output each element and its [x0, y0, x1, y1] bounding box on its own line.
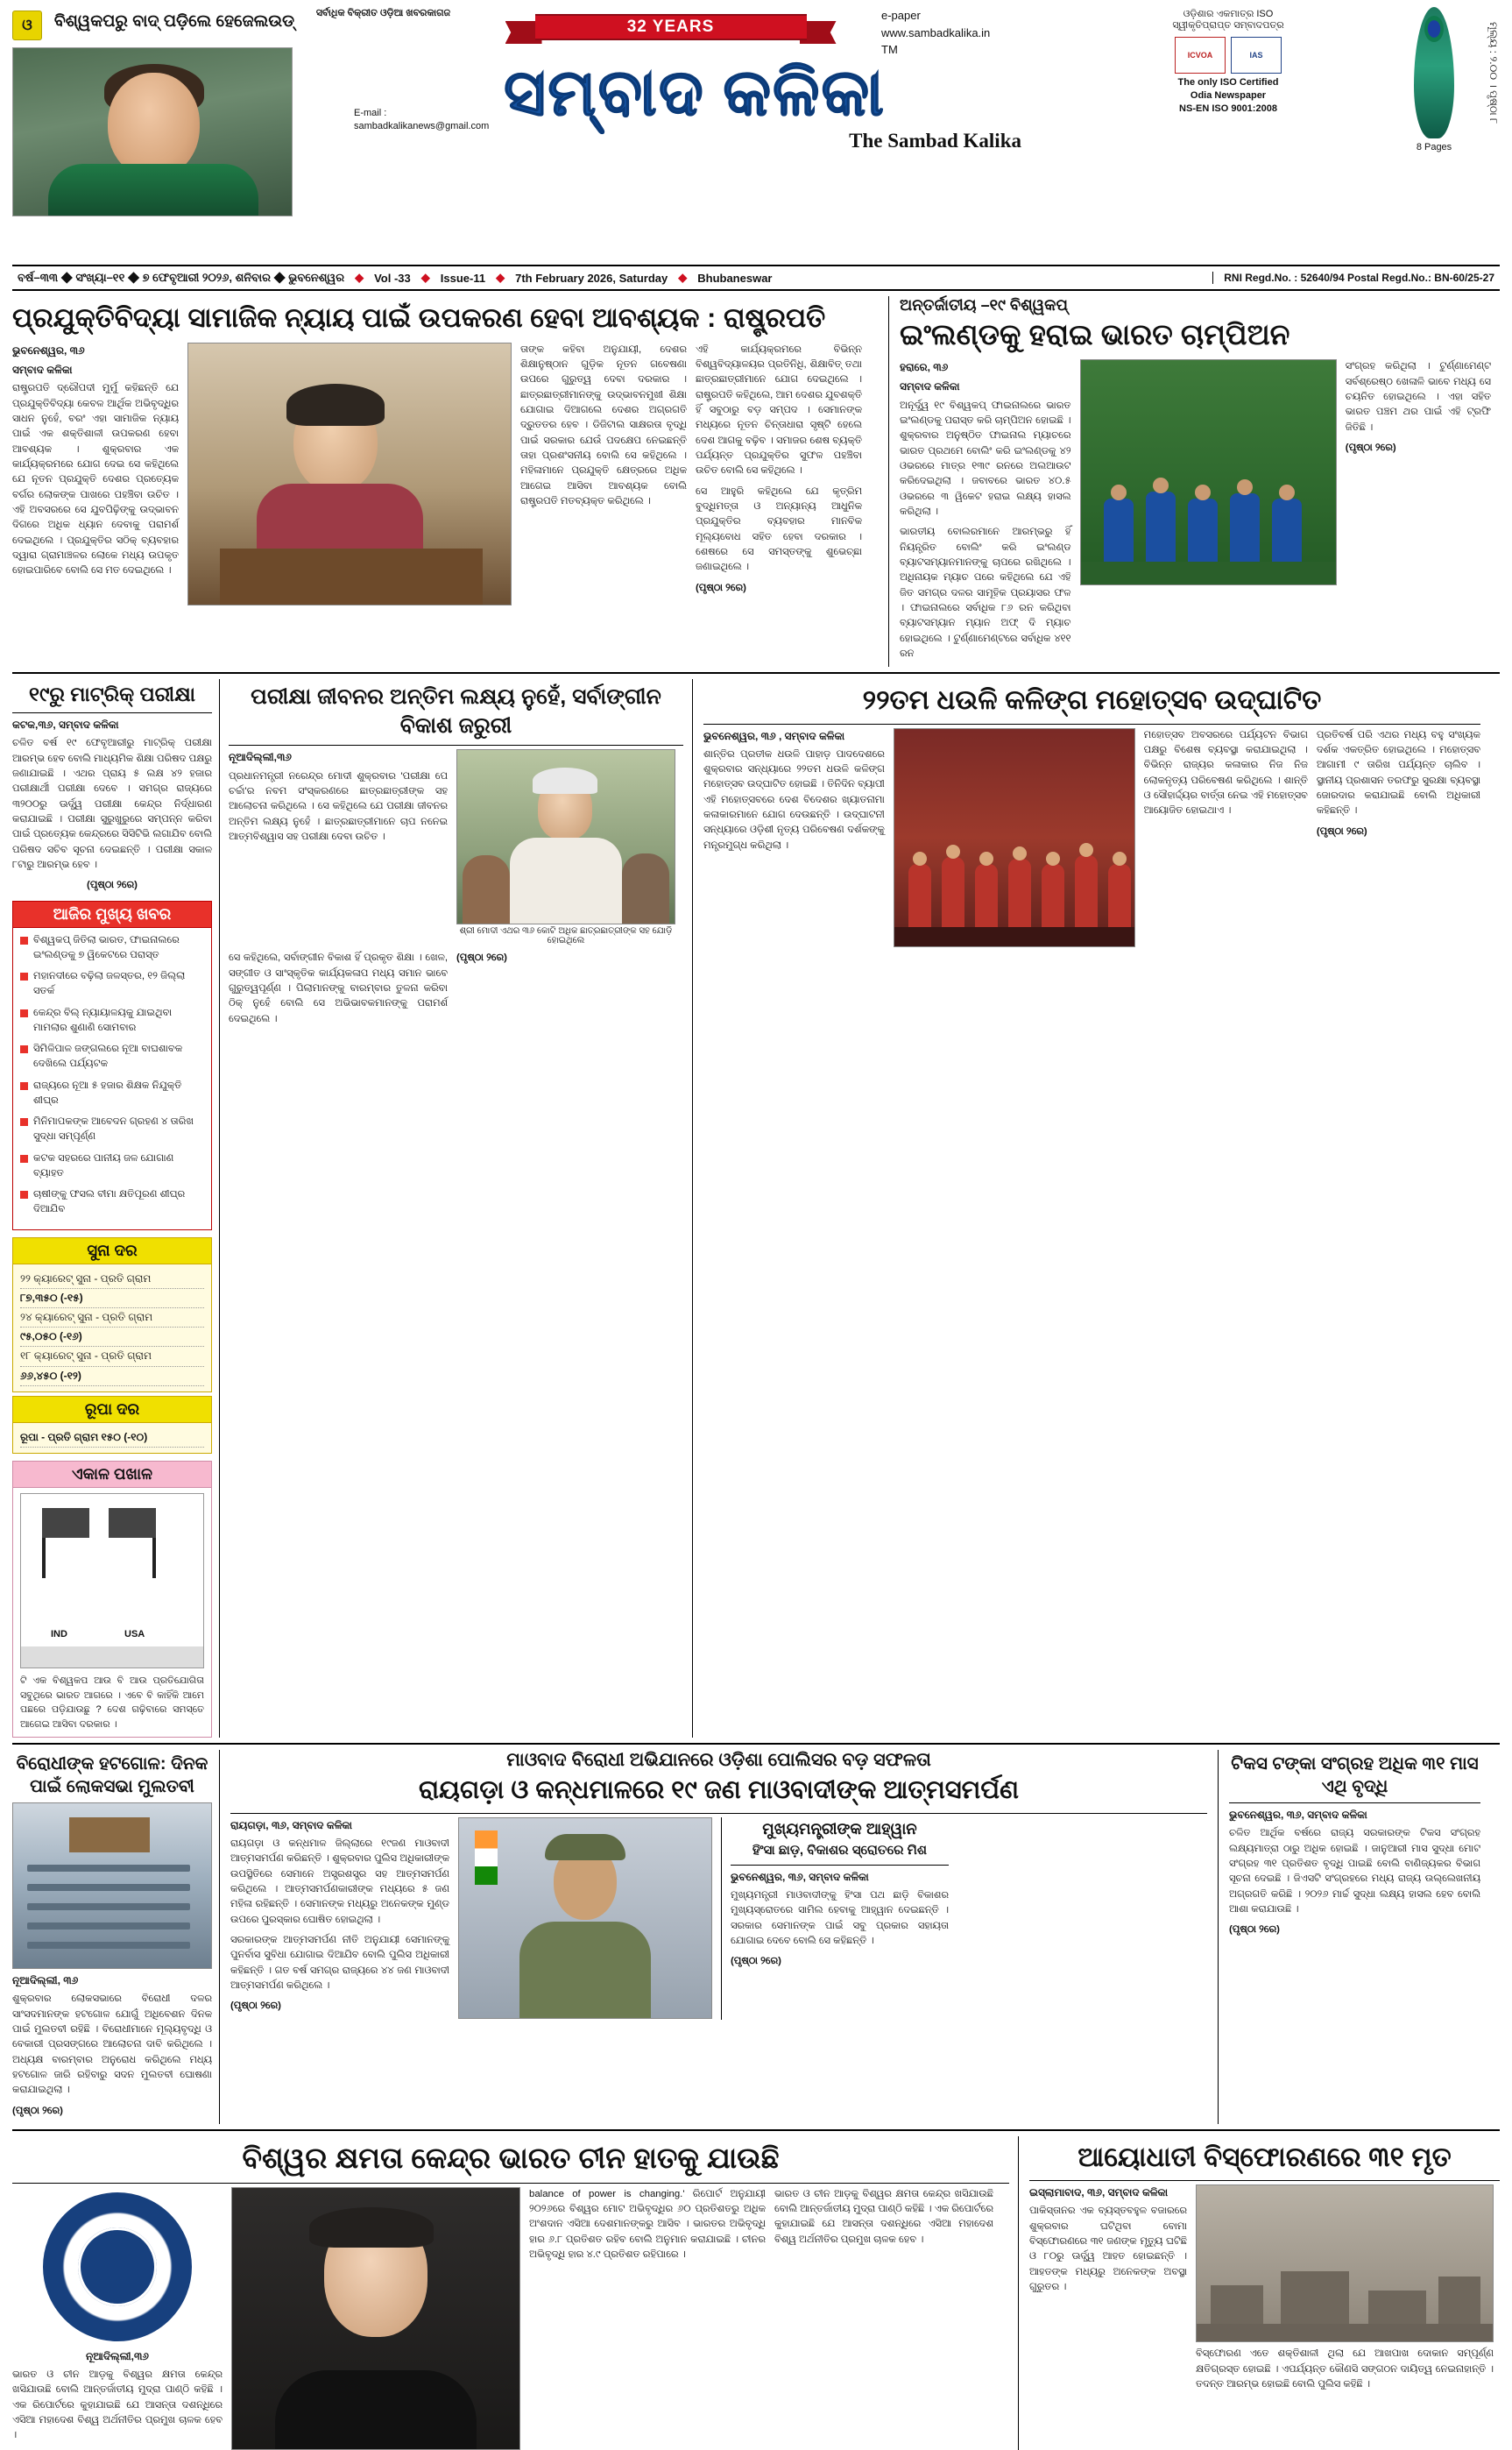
maoist-col-2: ସରକାରଙ୍କ ଆତ୍ମସମର୍ପଣ ନୀତି ଅନୁଯାୟୀ ସେମାନଙ୍କୁ ପୁନର୍ବାସ ସୁବିଧା ଯୋଗାଇ ଦିଆଯିବ ବୋଲି ପୁଲିସ ଅଧିକାରୀ କହିଛନ୍ତି । ଗତ ବର୍ଷ ସମଗ୍ର ରାଜ୍ୟରେ ୪୪ ଜଣ ମାଓବାଦୀ ଆତ୍ମସମର୍ପଣ କରିଥିଲେ । — [230, 1934, 449, 1991]
iso-badge-ias: IAS — [1231, 37, 1282, 74]
pariksha-body-2: ସେ କହିଥିଲେ, ସର୍ବାଙ୍ଗୀନ ବିକାଶ ହିଁ ପ୍ରକୃତ ଶିକ୍ଷା । ଖେଳ, ସଙ୍ଗୀତ ଓ ସାଂସ୍କୃତିକ କାର୍ଯ୍ୟକଳାପ ମଧ୍ୟ ସମାନ ଭାବେ ଗୁରୁତ୍ୱପୂର୍ଣ୍ଣ । ପିଲାମାନଙ୍କୁ ବାରମ୍ବାର ତୁଳନା କରିବା ଠିକ୍ ନୁହେଁ ବୋଲି ସେ ଅଭିଭାବକମାନଙ୍କୁ ପରାମର୍ଶ ଦେଇଥିଲେ । — [229, 952, 448, 1024]
iso-en-2: Odia Newspaper — [1190, 89, 1267, 101]
lead-byline2: ସମ୍ବାଦ କଳିକା — [12, 363, 73, 376]
toll-contd[interactable]: (ପୃଷ୍ଠା ୨ରେ) — [1229, 1924, 1280, 1936]
police-officer-photo — [458, 1817, 712, 2019]
masthead-iso-block — [1088, 7, 1368, 116]
gold-rate-row: ୨୪ କ୍ୟାରେଟ୍ ସୁନା - ପ୍ରତି ଗ୍ରାମ — [20, 1308, 204, 1328]
bullet-icon — [20, 1191, 28, 1199]
bullet-icon — [20, 1155, 28, 1163]
cricket-kicker: ଅନ୍ତର୍ଜାତୀୟ –୧୯ ବିଶ୍ୱକପ୍ — [900, 296, 1068, 314]
email-label: E-mail : — [354, 108, 387, 119]
lead-contd[interactable]: (ପୃଷ୍ଠା ୨ରେ) — [696, 582, 746, 593]
bullet-icon — [20, 973, 28, 981]
toll-body: ଚଳିତ ଆର୍ଥିକ ବର୍ଷରେ ରାଜ୍ୟ ସରକାରଙ୍କ ଟିକସ ସଂଗ୍ରହ ଲକ୍ଷ୍ୟମାତ୍ରା ଠାରୁ ଅଧିକ ହୋଇଛି । ଜାନୁଆରୀ ମାସ ସୁଦ୍ଧା ମୋଟ ସଂଗ୍ରହ ୩୧ ପ୍ରତିଶତ ବୃଦ୍ଧି ପାଇଛି ବୋଲି ବାଣିଜ୍ୟକର ବିଭାଗ ସୂଚନା ଦେଇଛି । ଜିଏସଟି ସଂଗ୍ରହରେ ମଧ୍ୟ ରାଜ୍ୟ ଉଲ୍ଲେଖନୀୟ ଅଗ୍ରଗତି କରିଛି । ୨୦୨୬ ମାର୍ଚ୍ଚ ସୁଦ୍ଧା ଲକ୍ଷ୍ୟ ହାସଲ ହେବ ବୋଲି ଆଶା କରାଯାଉଛି । — [1229, 1828, 1480, 1915]
lead-story — [12, 296, 888, 667]
gold-rate-row: ୧୮ କ୍ୟାରେଟ୍ ସୁନା - ପ୍ରତି ଗ୍ରାମ — [20, 1347, 204, 1366]
blast-col-2: ବିସ୍ଫୋରଣ ଏତେ ଶକ୍ତିଶାଳୀ ଥିଲା ଯେ ଆଖପାଖ ଦୋକାନ ସମ୍ପୂର୍ଣ୍ଣ କ୍ଷତିଗ୍ରସ୍ତ ହୋଇଛି । ଏପର୍ଯ୍ୟନ୍ତ କୌଣସି ସଙ୍ଗଠନ ଦାୟିତ୍ୱ ନେଇନାହାନ୍ତି । ତଦନ୍ତ ଆରମ୍ଭ ହୋଇଛି ବୋଲି ପୁଲିସ କହିଛି । — [1196, 2348, 1494, 2390]
issue-info-odia: ବର୍ଷ–୩୩ ◆ ସଂଖ୍ୟା–୧୧ ◆ ୭ ଫେବୃଆରୀ ୨୦୨୬, ଶନିବାର ◆ ଭୁବନେଶ୍ୱର — [18, 271, 345, 284]
cartoon-box — [12, 1461, 212, 1738]
parliament-headline: ବିରୋଧୀଙ୍କ ହଟଗୋଳ: ଦିନକ ପାଇଁ ଲୋକସଭା ମୁଲତବୀ — [16, 1754, 208, 1797]
row-four — [12, 2136, 1500, 2450]
cricket-story — [888, 296, 1491, 667]
tm-mark: TM — [881, 43, 898, 56]
list-item[interactable] — [20, 969, 204, 1000]
bullet-icon — [20, 1082, 28, 1090]
pariksha-story — [219, 679, 692, 1738]
cricket-byline: ହରାରେ, ୩୬ — [900, 361, 949, 374]
masthead-top-headline: ବିଶ୍ୱକପରୁ ବାଦ୍ ପଡ଼ିଲେ ହେଜେଲଉଡ୍ — [53, 12, 295, 31]
pariksha-contd[interactable]: (ପୃଷ୍ଠା ୨ରେ) — [456, 952, 507, 964]
list-item[interactable] — [20, 1006, 204, 1037]
imf-logo-icon — [43, 2192, 192, 2341]
cricket-contd[interactable]: (ପୃଷ୍ଠା ୨ରେ) — [1345, 442, 1396, 453]
corner-badge: ଓ — [12, 11, 42, 40]
blast-headline: ଆୟୋଧାତୀ ବିସ୍ଫୋରଣରେ ୩୧ ମୃତ — [1077, 2141, 1452, 2172]
list-item[interactable] — [20, 1115, 204, 1145]
pariksha-photo-caption: ଶ୍ରୀ ମୋଦୀ ଏଥର ୩୬ କୋଟି ଅଧିକ ଛାତ୍ରଛାତ୍ରୀଙ୍କ ସହ ଯୋଡ଼ି ହୋଇଥିଲେ — [459, 926, 673, 946]
list-item[interactable] — [20, 1151, 204, 1182]
lok-sabha-photo — [12, 1802, 212, 1969]
cm-appeal-sub: ହିଂସା ଛାଡ଼, ବିକାଶର ସ୍ରୋତରେ ମିଶ — [752, 1843, 928, 1859]
email-address[interactable]: sambadkalikanews@gmail.com — [354, 121, 490, 132]
cricket-col-2: ଭାରତୀୟ ବୋଲରମାନେ ଆରମ୍ଭରୁ ହିଁ ନିୟନ୍ତ୍ରିତ ବୋଲିଂ କରି ଇଂଲଣ୍ଡ ବ୍ୟାଟସମ୍ୟାନମାନଙ୍କୁ ଚାପରେ ରଖିଥିଲେ । ଅଧିନାୟକ ମ୍ୟାଚ ପରେ କହିଥିଲେ ଯେ ଏହି ଜିତ ସମଗ୍ର ଦଳର ସାମୂହିକ ପ୍ରୟାସର ଫଳ । ଫାଇନାଲରେ ସର୍ବାଧିକ ୮୬ ରନ କରିଥିବା ବ୍ୟାଟସମ୍ୟାନ ମ୍ୟାନ ଅଫ୍ ଦି ମ୍ୟାଚ ହୋଇଥିଲେ । ଟୁର୍ଣ୍ଣାମେଣ୍ଟରେ ସର୍ବାଧିକ ୪୧୧ ରନ — [900, 527, 1071, 659]
maoist-kicker: ମାଓବାଦ ବିରୋଧୀ ଅଭିଯାନରେ ଓଡ଼ିଶା ପୋଲିସର ବଡ଼ ସଫଳତା — [506, 1750, 931, 1771]
gold-rate-box — [12, 1237, 212, 1454]
blast-byline: ଇସ୍ଲାମାବାଦ, ୩୬, ସମ୍ବାଦ କଳିକା — [1029, 2186, 1169, 2199]
cm-contd[interactable]: (ପୃଷ୍ଠା ୨ରେ) — [731, 1956, 781, 1967]
lead-col-2: ତାଙ୍କ କହିବା ଅନୁଯାୟୀ, ଦେଶର ଶିକ୍ଷାନୁଷ୍ଠାନ ଗୁଡ଼ିକ ନୂତନ ଗବେଷଣା ଉପରେ ଗୁରୁତ୍ୱ ଦେବା ଦରକାର । ଛାତ୍ରଛାତ୍ରୀମାନଙ୍କୁ ଉଦ୍ଭାବନମୁଖୀ ଶିକ୍ଷା ଯୋଗାଇ ଦିଆଗଲେ ଦେଶର ଅଗ୍ରଗତି ଦ୍ରୁତତର ହେବ । ଡିଜିଟାଲ ସାକ୍ଷରତା ବୃଦ୍ଧି ପାଇଁ ସରକାର ଯେଉଁ ପଦକ୍ଷେପ ନେଇଛନ୍ତି ତାହା ପ୍ରଶଂସନୀୟ ବୋଲି ସେ କହିଥିଲେ । ମହିଳାମାନେ ପ୍ରଯୁକ୍ତି କ୍ଷେତ୍ରରେ ଅଧିକ ଆଗେଇ ଆସିବା ଆବଶ୍ୟକ ବୋଲି ରାଷ୍ଟ୍ରପତି ମତବ୍ୟକ୍ତ କରିଥିଲେ । — [520, 343, 687, 507]
iso-en-3: NS-EN ISO 9001:2008 — [1179, 103, 1277, 114]
cricket-headline: ଇଂଲଣ୍ଡକୁ ହରାଇ ଭାରତ ଚାମ୍ପିଅନ — [900, 318, 1290, 351]
matric-body: ଚଳିତ ବର୍ଷ ୧୯ ଫେବୃଆରୀରୁ ମାଟ୍ରିକ୍ ପରୀକ୍ଷା ଆରମ୍ଭ ହେବ ବୋଲି ମାଧ୍ୟମିକ ଶିକ୍ଷା ପରିଷଦ ପକ୍ଷରୁ ଜଣାଯାଇଛି । ଏଥର ପ୍ରାୟ ୫ ଲକ୍ଷ ୪୨ ହଜାର ପରୀକ୍ଷାର୍ଥୀ ପରୀକ୍ଷା ଦେବେ । ସମଗ୍ର ରାଜ୍ୟରେ ୩୨୦୦ରୁ ଊର୍ଦ୍ଧ୍ୱ ପରୀକ୍ଷା କେନ୍ଦ୍ର ନିର୍ଦ୍ଧାରଣ କରାଯାଇଛି । ପରୀକ୍ଷା ସୁରୁଖୁରୁରେ ସମ୍ପନ୍ନ କରିବା ପାଇଁ ପ୍ରତ୍ୟେକ କେନ୍ଦ୍ରରେ ସିସିଟିଭି ଲଗାଯିବ ବୋଲି ପରିଷଦ ସଚିବ ସୂଚନା ଦେଇଛନ୍ତି । ପରୀକ୍ଷା ସକାଳ ୮ଟାରୁ ଆରମ୍ଭ ହେବ । — [12, 738, 212, 871]
dhauli-col-2: ମହୋତ୍ସବ ଅବସରରେ ପର୍ଯ୍ୟଟନ ବିଭାଗ ପକ୍ଷରୁ ବିଶେଷ ବ୍ୟବସ୍ଥା କରାଯାଇଥିଲା । ବିଭିନ୍ନ ରାଜ୍ୟର କଳାକାର ନିଜ ନିଜ ଲୋକନୃତ୍ୟ ପରିବେଷଣ କରିଥିଲେ । ଶାନ୍ତି ଓ ସୌହାର୍ଦ୍ଦ୍ୟର ବାର୍ତ୍ତା ନେଇ ଏହି ମହୋତ୍ସବ ଆୟୋଜିତ ହୋଇଥାଏ । — [1143, 729, 1308, 817]
matric-byline: କଟକ,୩୬, ସମ୍ବାଦ କଳିକା — [12, 719, 119, 732]
list-item-label: ବିଶ୍ୱକପ୍ ଜିତିଲା ଭାରତ, ଫାଇନାଲରେ ଇଂଲଣ୍ଡକୁ ୭ ୱିକେଟରେ ପରାସ୍ତ — [33, 934, 180, 960]
hazlewood-photo — [12, 47, 293, 216]
cartoon-title: ଏକାଳ ପଖାଳ — [12, 1461, 212, 1488]
iso-line-2: ସ୍ୱୀକୃତିପ୍ରାପ୍ତ ସମ୍ବାଦପତ୍ର — [1172, 20, 1284, 31]
issue-info-bar: ବର୍ଷ–୩୩ ◆ ସଂଖ୍ୟା–୧୧ ◆ ୭ ଫେବୃଆରୀ ୨୦୨୬, ଶନିବାର ◆ ଭୁବନେଶ୍ୱର ◆ Vol -33 ◆ Issue-11 ◆ 7th February 2026, Saturday ◆ Bhubaneswar RNI Regd.No. : 52640/94 Postal Regd.No.: BN-60/25-27 — [12, 265, 1500, 291]
issue-date: 7th February 2026, Saturday — [515, 271, 668, 285]
issue-number: Issue-11 — [440, 271, 486, 285]
title-odia-text: ସମ୍ବାଦ କଳିକା — [503, 57, 887, 130]
iso-badge-icva: ICVOA — [1175, 37, 1226, 74]
today-news-title: ଆଜିର ମୁଖ୍ୟ ଖବର — [12, 901, 212, 928]
bullet-icon — [20, 1118, 28, 1126]
iso-en-1: The only ISO Certified — [1177, 77, 1279, 88]
pariksha-headline: ପରୀକ୍ଷା ଜୀବନର ଅନ୍ତିମ ଲକ୍ଷ୍ୟ ନୁହେଁ, ସର୍ବାଙ୍ଗୀନ ବିକାଶ ଜରୁରୀ — [251, 684, 661, 738]
modi-students-photo — [456, 749, 675, 924]
list-item-label: ଚାଷୀଙ୍କୁ ଫସଲ ବୀମା କ୍ଷତିପୂରଣ ଶୀଘ୍ର ଦିଆଯିବ — [33, 1189, 186, 1215]
lead-col-1: ରାଷ୍ଟ୍ରପତି ଦ୍ରୌପଦୀ ମୁର୍ମୁ କହିଛନ୍ତି ଯେ ପ୍ରଯୁକ୍ତିବିଦ୍ୟା କେବଳ ଆର୍ଥିକ ଅଭିବୃଦ୍ଧିର ସାଧନ ନୁହେଁ, ବରଂ ଏହା ସାମାଜିକ ନ୍ୟାୟ ପାଇଁ ଏକ ଶକ୍ତିଶାଳୀ ଉପକରଣ ହେବା ଆବଶ୍ୟକ । ଶୁକ୍ରବାର ଏକ କାର୍ଯ୍ୟକ୍ରମରେ ଯୋଗ ଦେଇ ସେ କହିଥିଲେ ଯେ ନୂତନ ପ୍ରଯୁକ୍ତି ଦେଶର ପ୍ରତ୍ୟେକ ବର୍ଗର ଲୋକଙ୍କ ପାଖରେ ପହଞ୍ଚିବା ଉଚିତ । ଏହି ଅବସରରେ ସେ ଯୁବପିଢ଼ିଙ୍କୁ ଉଦ୍ଭାବନ ଦିଗରେ ଅଧିକ ଧ୍ୟାନ ଦେବାକୁ ପରାମର୍ଶ ଦେଇଥିଲେ । ପ୍ରଯୁକ୍ତିର ସଠିକ୍ ବ୍ୟବହାର ଦ୍ୱାରା ଗ୍ରାମାଞ୍ଚଳର ଲୋକେ ମଧ୍ୟ ଉପକୃତ ହୋଇପାରିବେ ବୋଲି ସେ ମତ ଦେଇଥିଲେ । — [12, 383, 179, 577]
imf-col-1: ଭାରତ ଓ ଚୀନ ଆଡ଼କୁ ବିଶ୍ୱର କ୍ଷମତା କେନ୍ଦ୍ର ଖସିଯାଉଛି ବୋଲି ଆନ୍ତର୍ଜାତୀୟ ମୁଦ୍ରା ପାଣ୍ଠି କହିଛି । ଏକ ରିପୋର୍ଟରେ କୁହାଯାଇଛି ଯେ ଆସନ୍ତା ଦଶନ୍ଧିରେ ଏସିଆ ମହାଦେଶ ବିଶ୍ୱ ଅର୍ଥନୀତିର ପ୍ରମୁଖ ଚାଳକ ହେବ । — [12, 2369, 223, 2441]
silver-rate-value: ରୂପା - ପ୍ରତି ଗ୍ରାମ ୧୫୦ (-୧୦) — [20, 1428, 204, 1448]
cm-byline: ଭୁବନେଶ୍ୱର, ୩୬, ସମ୍ବାଦ କଳିକା — [731, 1870, 869, 1883]
anniversary-ribbon — [535, 7, 807, 46]
list-item[interactable] — [20, 1187, 204, 1218]
president-speech-photo — [187, 343, 512, 605]
list-item-label: ମିନିମାପକଙ୍କ ଆବେଦନ ଗ୍ରହଣ ୪ ତାରିଖ ସୁଦ୍ଧା ସମ୍ପୂର୍ଣ୍ଣ — [33, 1116, 194, 1143]
parliament-contd[interactable]: (ପୃଷ୍ଠା ୨ରେ) — [12, 2105, 63, 2116]
maoist-col-1: ରାୟଗଡ଼ା ଓ କନ୍ଧମାଳ ଜିଲ୍ଲାରେ ୧୯ଜଣ ମାଓବାଦୀ ଆତ୍ମସମର୍ପଣ କରିଛନ୍ତି । ଶୁକ୍ରବାର ପୁଲିସ ଅଧିକାରୀଙ୍କ ଉପସ୍ଥିତିରେ ସେମାନେ ଅସ୍ତ୍ରଶସ୍ତ୍ର ସହ ଆତ୍ମସମର୍ପଣ କରିଥିଲେ । ଆତ୍ମସମର୍ପଣକାରୀଙ୍କ ମଧ୍ୟରେ ୫ ଜଣ ମହିଳା ରହିଛନ୍ତି । ସେମାନଙ୍କ ମଧ୍ୟରୁ ଅନେକଙ୍କ ମୁଣ୍ଡ ଉପରେ ପୁରସ୍କାର ଘୋଷିତ ହୋଇଥିଲା । — [230, 1838, 449, 1925]
list-item-label: ସିମିଳିପାଳ ଜଙ୍ଗଲରେ ନୂଆ ବାଘଶାବକ ଦେଖିଲେ ପର୍ଯ୍ୟଟକ — [33, 1044, 183, 1070]
dhauli-col-1: ଶାନ୍ତିର ପ୍ରତୀକ ଧଉଳି ପାହାଡ଼ ପାଦଦେଶରେ ଶୁକ୍ରବାର ସନ୍ଧ୍ୟାରେ ୨୨ତମ ଧଉଳି କଳିଙ୍ଗ ମହୋତ୍ସବ ଉଦ୍‌ଘାଟିତ ହୋଇଛି । ତିନିଦିନ ବ୍ୟାପୀ ଏହି ମହୋତ୍ସବରେ ଦେଶ ବିଦେଶର ଖ୍ୟାତନାମା କଳାକାରମାନେ ଯୋଗ ଦେଉଛନ୍ତି । ଉଦ୍‌ଘାଟନୀ ସନ୍ଧ୍ୟାରେ ଓଡ଼ିଶୀ ନୃତ୍ୟ ପରିବେଷଣ ଦର୍ଶକଙ୍କୁ ମନ୍ତ୍ରମୁଗ୍ଧ କରିଥିଲା । — [703, 748, 885, 851]
website-url[interactable]: www.sambadkalika.in — [881, 25, 991, 39]
imf-col-2: balance of power is changing.' ରିପୋର୍ଟ ଅନୁଯାୟୀ ୨୦୨୬ରେ ବିଶ୍ୱର ମୋଟ ଅଭିବୃଦ୍ଧିର ୬୦ ପ୍ରତିଶତରୁ ଅଧିକ ଅଂଶଦାନ ଏସିଆ ଦେଶମାନଙ୍କରୁ ଆସିବ । ଭାରତର ଅଭିବୃଦ୍ଧି ହାର ୬.୮ ପ୍ରତିଶତ ରହିବ ବୋଲି ଅନୁମାନ କରାଯାଇଛି । ଚୀନର ଅଭିବୃଦ୍ଧି ହାର ୪.୯ ପ୍ରତିଶତ ରହିପାରେ । — [529, 2188, 766, 2261]
pariksha-body-1: ପ୍ରଧାନମନ୍ତ୍ରୀ ନରେନ୍ଦ୍ର ମୋଦୀ ଶୁକ୍ରବାର 'ପରୀକ୍ଷା ପେ ଚର୍ଚ୍ଚା'ର ନବମ ସଂସ୍କରଣରେ ଛାତ୍ରଛାତ୍ରୀଙ୍କ ସହ ଆଲୋଚନା କରିଥିଲେ । ସେ କହିଥିଲେ ଯେ ପରୀକ୍ଷା ଜୀବନର ଅନ୍ତିମ ଲକ୍ଷ୍ୟ ନୁହେଁ । ଛାତ୍ରଛାତ୍ରୀମାନେ ଚାପ ନନେଇ ଆତ୍ମବିଶ୍ୱାସ ସହ ପରୀକ୍ଷା ଦେବା ଉଚିତ । — [229, 770, 448, 842]
dhauli-headline: ୨୨ତମ ଧଉଳି କଳିଙ୍ଗ ମହୋତ୍ସବ ଉଦ୍‌ଘାଟିତ — [862, 684, 1322, 716]
list-item-label: କଟକ ସହରରେ ପାନୀୟ ଜଳ ଯୋଗାଣ ବ୍ୟାହତ — [33, 1152, 174, 1179]
cricket-col-3: ସଂଗ୍ରହ କରିଥିଲା । ଟୁର୍ଣ୍ଣାମେଣ୍ଟ ସର୍ବଶ୍ରେଷ୍ଠ ଖେଳାଳି ଭାବେ ମଧ୍ୟ ସେ ଚୟନିତ ହୋଇଥିଲେ । ଏହା ସହିତ ଭାରତ ପଞ୍ଚମ ଥର ପାଇଁ ଏହି ଟ୍ରଫି ଜିତିଛି । — [1345, 361, 1491, 433]
imf-story — [12, 2136, 1018, 2450]
dhauli-col-3: ପ୍ରତିବର୍ଷ ପରି ଏଥର ମଧ୍ୟ ବହୁ ସଂଖ୍ୟକ ଦର୍ଶକ ଏକତ୍ରିତ ହୋଇଥିଲେ । ମହୋତ୍ସବ ଆଗାମୀ ୯ ତାରିଖ ପର୍ଯ୍ୟନ୍ତ ଚାଲିବ । ସ୍ଥାନୀୟ ପ୍ରଶାସନ ତରଫରୁ ସୁରକ୍ଷା ବ୍ୟବସ୍ଥା ଜୋରଦାର କରାଯାଇଛି ବୋଲି ଅଧିକାରୀ କହିଛନ୍ତି । — [1316, 729, 1480, 817]
parliament-story — [12, 1750, 219, 2124]
maoist-byline: ରାୟଗଡ଼ା, ୩୬, ସମ୍ବାଦ କଳିକା — [230, 1818, 353, 1831]
lead-col-4: ସେ ଆହୁରି କହିଥିଲେ ଯେ କୃତ୍ରିମ ବୁଦ୍ଧିମତ୍ତା ଓ ଅନ୍ୟାନ୍ୟ ଆଧୁନିକ ପ୍ରଯୁକ୍ତିର ବ୍ୟବହାର ମାନବିକ ମୂଲ୍ୟବୋଧ ସହିତ ହେବା ଦରକାର । ଶେଷରେ ସେ ସମସ୍ତଙ୍କୁ ଶୁଭେଚ୍ଛା ଜଣାଇଥିଲେ । — [696, 485, 862, 573]
issue-place: Bhubaneswar — [697, 271, 773, 285]
lead-headline: ପ୍ରଯୁକ୍ତିବିଦ୍ୟା ସାମାଜିକ ନ୍ୟାୟ ପାଇଁ ଉପକରଣ ହେବା ଆବଶ୍ୟକ : ରାଷ୍ଟ୍ରପତି — [12, 302, 826, 333]
rni-registration: RNI Regd.No. : 52640/94 Postal Regd.No.: BN-60/25-27 — [1212, 272, 1494, 284]
masthead-tagline: ସର୍ବାଧିକ ବିକ୍ରୀତ ଓଡ଼ିଆ ଖବରକାଗଜ — [315, 8, 451, 18]
gold-rate-value: ୮୭,୩୫୦ (-୧୫) — [20, 1289, 204, 1308]
india-team-celebration-photo — [1080, 359, 1337, 585]
cm-body: ମୁଖ୍ୟମନ୍ତ୍ରୀ ମାଓବାଦୀଙ୍କୁ ହିଂସା ପଥ ଛାଡ଼ି ବିକାଶର ମୁଖ୍ୟସ୍ରୋତରେ ସାମିଲ ହେବାକୁ ଆହ୍ୱାନ ଦେଇଛନ୍ତି । ସରକାର ସେମାନଙ୍କ ପାଇଁ ସବୁ ପ୍ରକାର ସହାୟତା ଯୋଗାଇ ଦେବେ ବୋଲି ସେ କହିଛନ୍ତି । — [731, 1890, 949, 1947]
masthead-feather-block — [1368, 7, 1500, 152]
lead-col-3: ଏହି କାର୍ଯ୍ୟକ୍ରମରେ ବିଭିନ୍ନ ବିଶ୍ୱବିଦ୍ୟାଳୟର ପ୍ରତିନିଧି, ଶିକ୍ଷାବିତ୍ ତଥା ଛାତ୍ରଛାତ୍ରୀମାନେ ଯୋଗ ଦେଇଥିଲେ । ରାଷ୍ଟ୍ରପତି କହିଥିଲେ, ଆମ ଦେଶର ଯୁବଶକ୍ତି ହିଁ ସବୁଠାରୁ ବଡ଼ ସମ୍ପଦ । ସେମାନଙ୍କ ମଧ୍ୟରେ ନୂତନ ଚିନ୍ତାଧାରା ସୃଷ୍ଟି ହେଲେ ଦେଶ ଆଗକୁ ବଢ଼ିବ । ସମାଜର ଶେଷ ବ୍ୟକ୍ତି ପର୍ଯ୍ୟନ୍ତ ପ୍ରଯୁକ୍ତିର ସୁଫଳ ପହଞ୍ଚିବା ଉଚିତ ବୋଲି ସେ କହିଥିଲେ । — [696, 343, 862, 477]
parliament-byline: ନୂଆଦିଲ୍ଲୀ, ୩୬ — [12, 1974, 79, 1987]
left-rail — [12, 679, 219, 1738]
toll-headline: ଟିକସ ଟଙ୍କା ସଂଗ୍ରହ ଅଧିକ ୩୧ ମାସ ଏଥି ବୃଦ୍ଧି — [1231, 1754, 1479, 1797]
blast-site-photo — [1196, 2184, 1494, 2342]
masthead-center — [301, 7, 1088, 152]
list-item[interactable] — [20, 933, 204, 964]
cricket-col-1: ଅନୂର୍ଦ୍ଧ୍ୱ ୧୯ ବିଶ୍ୱକପ୍ ଫାଇନାଲରେ ଭାରତ ଇଂଲଣ୍ଡକୁ ପରାସ୍ତ କରି ଚାମ୍ପିଅନ ହୋଇଛି । ଶୁକ୍ରବାର ଅନୁଷ୍ଠିତ ଫାଇନାଲ ମ୍ୟାଚରେ ଭାରତ ପ୍ରଥମେ ବୋଲିଂ କରି ଇଂଲଣ୍ଡକୁ ୪୨ ଓଭରରେ ମାତ୍ର ୧୩୯ ରନରେ ଅଲଆଉଟ କରିଦେଇଥିଲା । ଜବାବରେ ଭାରତ ୪୦.୫ ଓଭରରେ ୩ ୱିକେଟ ହରାଇ ଲକ୍ଷ୍ୟ ହାସଲ କରିଥିଲା । — [900, 400, 1071, 518]
pages-count: 8 Pages — [1416, 142, 1452, 152]
cartoon-drawing — [20, 1493, 204, 1668]
today-news-list — [12, 928, 212, 1230]
dhauli-story — [692, 679, 1480, 1738]
list-item[interactable] — [20, 1079, 204, 1109]
cricket-byline2: ସମ୍ବାଦ କଳିକା — [900, 380, 960, 393]
anniversary-label: 32 YEARS — [535, 14, 807, 40]
toll-byline: ଭୁବନେଶ୍ୱର, ୩୬, ସମ୍ବାଦ କଳିକା — [1229, 1809, 1367, 1822]
row-three — [12, 1750, 1500, 2124]
list-item-label: କେନ୍ଦ୍ର ବିଲ୍ ନ୍ୟାୟାଳୟକୁ ଯାଇଥିବା ମାମଲାର ଶୁଣାଣି ସୋମବାର — [33, 1007, 173, 1033]
pariksha-byline: ନୂଆଦିଲ୍ଲୀ,୩୬ — [229, 751, 292, 764]
gold-rate-title: ସୁନା ଦର — [12, 1237, 212, 1264]
blast-col-1: ପାକିସ୍ତାନର ଏକ ବ୍ୟସ୍ତବହୁଳ ବଜାରରେ ଶୁକ୍ରବାର ଘଟିଥିବା ବୋମା ବିସ୍ଫୋରଣରେ ୩୧ ଜଣଙ୍କ ମୃତ୍ୟୁ ଘଟିଛି ଓ ୮୦ରୁ ଊର୍ଦ୍ଧ୍ୱ ଆହତ ହୋଇଛନ୍ତି । ଆହତଙ୍କ ମଧ୍ୟରୁ ଅନେକଙ୍କ ଅବସ୍ଥା ଗୁରୁତର । — [1029, 2206, 1187, 2293]
cartoon-caption: ଟି ଏକ ବିଶ୍ୱକପ ଆଉ ବି ଆଉ ପ୍ରତିଯୋଗିତା ସବୁଥିରେ ଭାରତ ଆଗରେ । ଏବେ ବି କାହିଁକି ଆମେ ପଛରେ ପଡ଼ିଯାଉଛୁ ? ଦେଶ ଗଢ଼ିବାରେ ସମସ୍ତେ ଆଗେଇ ଆସିବା ଦରକାର । — [20, 1675, 204, 1730]
paper-title-english: The Sambad Kalika — [849, 129, 1021, 152]
cm-appeal-title: ମୁଖ୍ୟମନ୍ତ୍ରୀଙ୍କ ଆହ୍ୱାନ — [762, 1819, 917, 1838]
maoist-contd[interactable]: (ପୃଷ୍ଠା ୨ରେ) — [230, 2000, 281, 2012]
maoist-story — [219, 1750, 1218, 2124]
matric-headline: ୧୯ରୁ ମାଟ୍ରିକ୍ ପରୀକ୍ଷା — [29, 683, 195, 706]
masthead-left — [12, 7, 301, 216]
row-lead — [12, 296, 1500, 667]
imf-headline: ବିଶ୍ୱର କ୍ଷମତା କେନ୍ଦ୍ର ଭାରତ ଚୀନ ହାତକୁ ଯାଉଛି — [242, 2141, 780, 2174]
price-vertical: ମୂଲ୍ୟ : ୨.୦୦ । ପୃଷ୍ଠା ୮ — [1487, 21, 1500, 124]
masthead — [12, 7, 1500, 261]
bullet-icon — [20, 1045, 28, 1053]
parliament-body: ଶୁକ୍ରବାର ଲୋକସଭାରେ ବିରୋଧୀ ଦଳର ସାଂସଦମାନଙ୍କ ହଟଗୋଳ ଯୋଗୁଁ ଅଧିବେଶନ ଦିନକ ପାଇଁ ମୁଲତବୀ ରହିଛି । ବିରୋଧୀମାନେ ମୂଲ୍ୟବୃଦ୍ଧି ଓ ବେକାରୀ ପ୍ରସଙ୍ଗରେ ଆଲୋଚନା ଦାବି କରିଥିଲେ । ଅଧ୍ୟକ୍ଷ ବାରମ୍ବାର ଅନୁରୋଧ କରିଥିଲେ ମଧ୍ୟ ହଟଗୋଳ ଜାରି ରହିବାରୁ ସଦନ ମୁଲତବୀ ଘୋଷଣା କରାଯାଇଥିଲା । — [12, 1993, 212, 2096]
list-item[interactable] — [20, 1042, 204, 1073]
cartoon-label-usa: USA — [124, 1628, 145, 1639]
blast-story — [1018, 2136, 1500, 2450]
epaper-label[interactable]: e-paper — [881, 9, 921, 22]
gold-rate-value: ୯୫,୦୫୦ (-୧୬) — [20, 1328, 204, 1347]
iso-line-1: ଓଡ଼ିଶାର ଏକମାତ୍ର ISO — [1183, 9, 1274, 19]
dhauli-byline: ଭୁବନେଶ୍ୱର, ୩୬ , ସମ୍ବାଦ କଳିକା — [703, 729, 845, 742]
odissi-dance-photo — [894, 728, 1135, 947]
peacock-feather-icon — [1414, 7, 1454, 138]
lead-byline: ଭୁବନେଶ୍ୱର, ୩୬ — [12, 343, 85, 357]
cartoon-label-ind: IND — [51, 1628, 67, 1639]
silver-rate-title: ରୂପା ଦର — [12, 1396, 212, 1423]
maoist-headline: ରାୟଗଡ଼ା ଓ କନ୍ଧମାଳରେ ୧୯ ଜଣ ମାଓବାଦୀଙ୍କ ଆତ୍ମସମର୍ପଣ — [418, 1776, 1019, 1805]
toll-story — [1218, 1750, 1480, 2124]
matric-contd[interactable]: (ପୃଷ୍ଠା ୨ରେ) — [87, 880, 138, 891]
imf-byline: ନୂଆଦିଲ୍ଲୀ,୩୬ — [86, 2349, 149, 2362]
today-news-box — [12, 901, 212, 1230]
imf-col-2-dup: ଭାରତ ଓ ଚୀନ ଆଡ଼କୁ ବିଶ୍ୱର କ୍ଷମତା କେନ୍ଦ୍ର ଖସିଯାଉଛି ବୋଲି ଆନ୍ତର୍ଜାତୀୟ ମୁଦ୍ରା ପାଣ୍ଠି କହିଛି । ଏକ ରିପୋର୍ଟରେ କୁହାଯାଇଛି ଯେ ଆସନ୍ତା ଦଶନ୍ଧିରେ ଏସିଆ ମହାଦେଶ ବିଶ୍ୱ ଅର୍ଥନୀତିର ପ୍ରମୁଖ ଚାଳକ ହେବ । — [774, 2188, 993, 2245]
bullet-icon — [20, 1009, 28, 1017]
list-item-label: ମହାନଦୀରେ ବଢ଼ିଲା ଜଳସ୍ତର, ୧୨ ଜିଲ୍ଲା ସତର୍କ — [33, 971, 186, 997]
list-item-label: ରାଜ୍ୟରେ ନୂଆ ୫ ହଜାର ଶିକ୍ଷକ ନିଯୁକ୍ତି ଶୀଘ୍ର — [33, 1080, 182, 1106]
row-two — [12, 679, 1500, 1738]
gold-rate-value: ୬୬,୪୫୦ (-୧୨) — [20, 1367, 204, 1386]
gold-rate-row: ୨୨ କ୍ୟାରେଟ୍ ସୁନା - ପ୍ରତି ଗ୍ରାମ — [20, 1270, 204, 1289]
issue-volume: Vol -33 — [374, 271, 411, 285]
elon-musk-photo — [231, 2187, 520, 2450]
dhauli-contd[interactable]: (ପୃଷ୍ଠା ୨ରେ) — [1316, 825, 1367, 837]
bullet-icon — [20, 937, 28, 945]
